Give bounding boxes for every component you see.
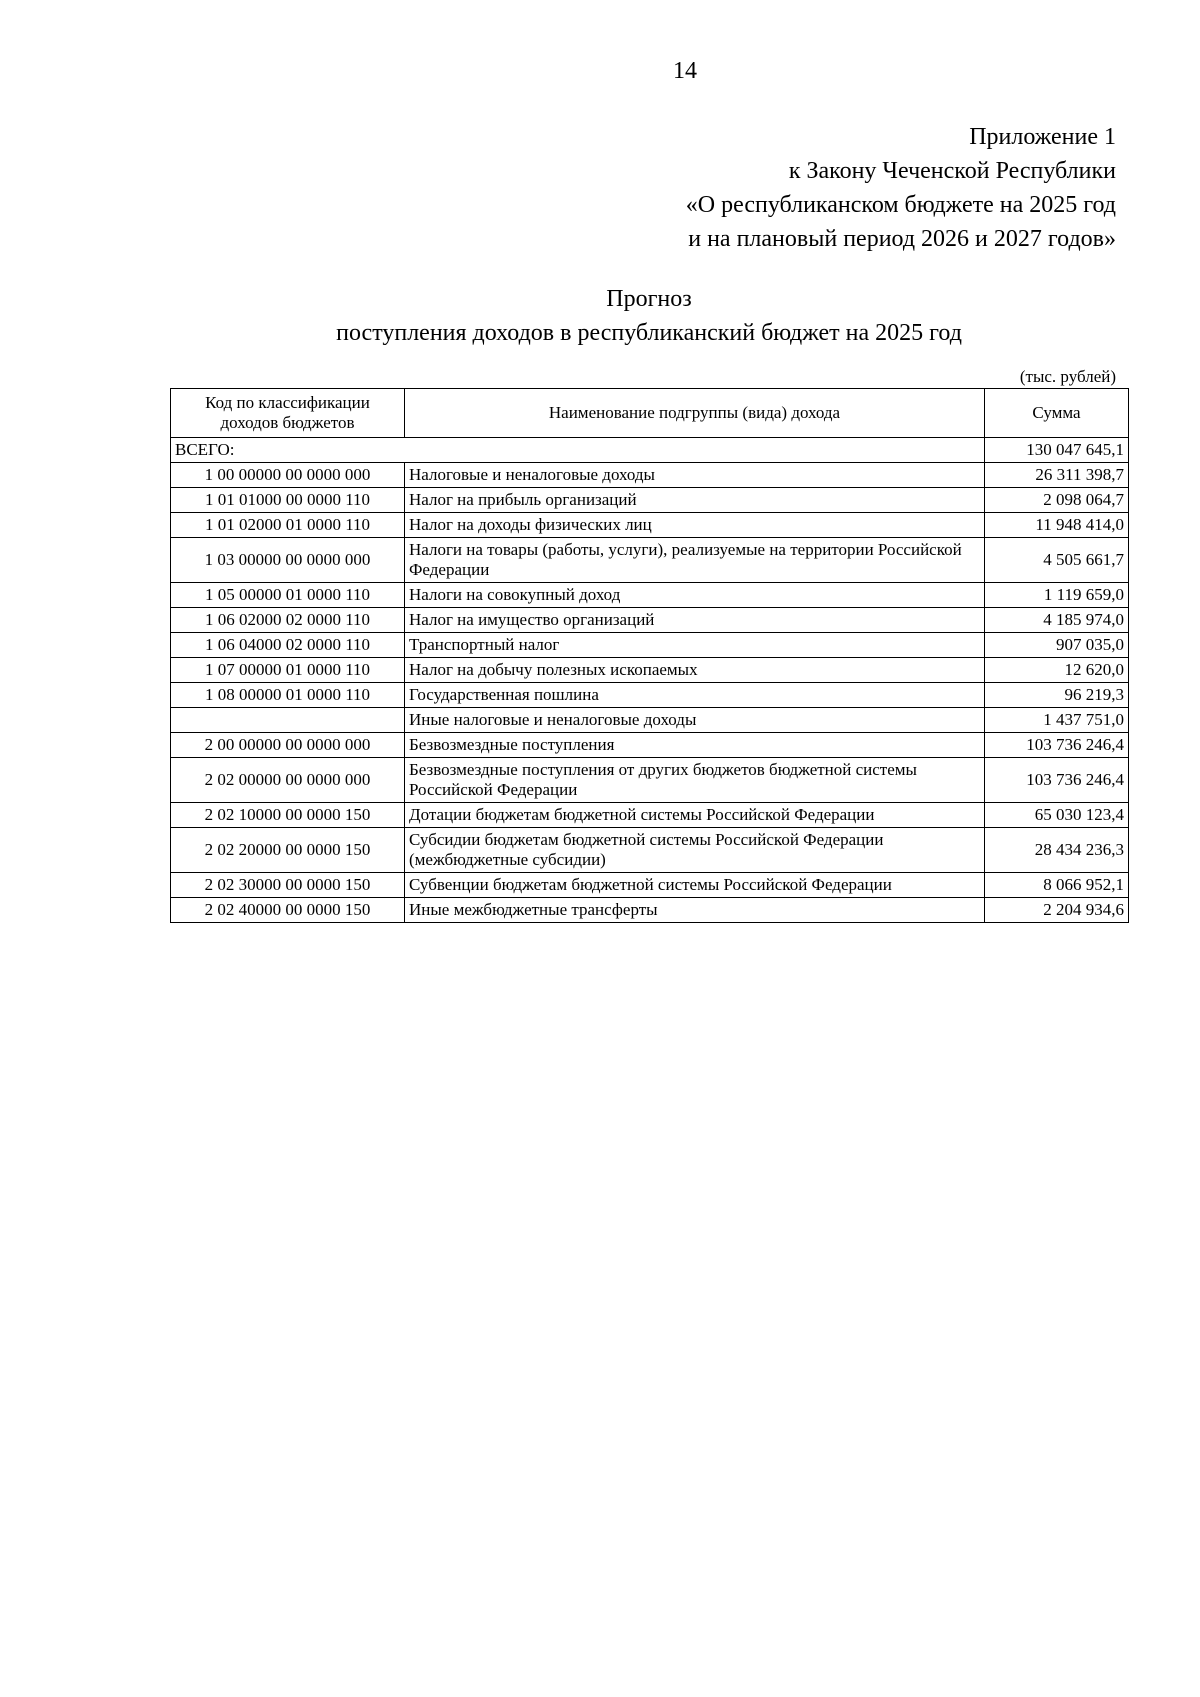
total-sum: 130 047 645,1 <box>985 438 1129 463</box>
units-label: (тыс. рублей) <box>1019 367 1116 386</box>
table-row <box>171 463 1129 488</box>
row-code: 2 02 00000 00 0000 000 <box>171 758 405 803</box>
header-sum: Сумма <box>985 389 1129 438</box>
row-code: 1 06 04000 02 0000 110 <box>171 633 405 658</box>
table-row <box>171 488 1129 513</box>
appendix-line-4: и на плановый период 2026 и 2027 годов» <box>688 226 1116 252</box>
row-sum: 2 204 934,6 <box>985 898 1129 923</box>
row-sum: 8 066 952,1 <box>985 873 1129 898</box>
table-body <box>171 438 1129 923</box>
title-line-2: поступления доходов в республиканский бюджет на 2025 год <box>336 320 962 346</box>
row-code: 1 07 00000 01 0000 110 <box>171 658 405 683</box>
row-name: Налоговые и неналоговые доходы <box>405 463 985 488</box>
row-code: 1 08 00000 01 0000 110 <box>171 683 405 708</box>
header-name: Наименование подгруппы (вида) дохода <box>405 389 985 438</box>
row-code: 1 00 00000 00 0000 000 <box>171 463 405 488</box>
row-name: Налог на добычу полезных ископаемых <box>405 658 985 683</box>
table-row <box>171 708 1129 733</box>
table-row <box>171 828 1129 873</box>
row-code: 2 02 20000 00 0000 150 <box>171 828 405 873</box>
row-name: Дотации бюджетам бюджетной системы Российской Федерации <box>405 803 985 828</box>
row-code: 2 00 00000 00 0000 000 <box>171 733 405 758</box>
row-sum: 103 736 246,4 <box>985 758 1129 803</box>
table-row <box>171 733 1129 758</box>
row-code: 1 01 02000 01 0000 110 <box>171 513 405 538</box>
row-code: 2 02 30000 00 0000 150 <box>171 873 405 898</box>
appendix-line-1: Приложение 1 <box>969 124 1116 150</box>
total-row <box>171 438 1129 463</box>
appendix-line-2: к Закону Чеченской Республики <box>788 158 1116 184</box>
table-row <box>171 538 1129 583</box>
row-sum: 11 948 414,0 <box>985 513 1129 538</box>
row-name: Налог на доходы физических лиц <box>405 513 985 538</box>
table-row <box>171 608 1129 633</box>
row-sum: 4 185 974,0 <box>985 608 1129 633</box>
row-name: Транспортный налог <box>405 633 985 658</box>
row-name: Субсидии бюджетам бюджетной системы Российской Федерации (межбюджетные субсидии) <box>405 828 985 873</box>
row-code: 1 01 01000 00 0000 110 <box>171 488 405 513</box>
row-sum: 1 437 751,0 <box>985 708 1129 733</box>
row-sum: 26 311 398,7 <box>985 463 1129 488</box>
row-sum: 4 505 661,7 <box>985 538 1129 583</box>
table-row <box>171 758 1129 803</box>
row-sum: 2 098 064,7 <box>985 488 1129 513</box>
row-sum: 907 035,0 <box>985 633 1129 658</box>
appendix-header <box>686 120 1116 256</box>
row-name: Государственная пошлина <box>405 683 985 708</box>
row-name: Безвозмездные поступления от других бюджетов бюджетной системы Российской Федерации <box>405 758 985 803</box>
row-sum: 28 434 236,3 <box>985 828 1129 873</box>
header-code: Код по классификации доходов бюджетов <box>171 389 405 438</box>
row-name: Налоги на товары (работы, услуги), реализуемые на территории Российской Федерации <box>405 538 985 583</box>
row-code: 2 02 40000 00 0000 150 <box>171 898 405 923</box>
table-row <box>171 633 1129 658</box>
row-sum: 1 119 659,0 <box>985 583 1129 608</box>
row-code <box>171 708 405 733</box>
row-sum: 12 620,0 <box>985 658 1129 683</box>
row-name: Налог на прибыль организаций <box>405 488 985 513</box>
title-line-1: Прогноз <box>606 286 692 312</box>
row-name: Налог на имущество организаций <box>405 608 985 633</box>
table-row <box>171 683 1129 708</box>
page-number: 14 <box>673 58 697 84</box>
row-name: Иные межбюджетные трансферты <box>405 898 985 923</box>
table-row <box>171 658 1129 683</box>
appendix-line-3: «О республиканском бюджете на 2025 год <box>685 192 1116 218</box>
table-header-row <box>171 389 1129 438</box>
table-row <box>171 803 1129 828</box>
row-sum: 65 030 123,4 <box>985 803 1129 828</box>
table-row <box>171 873 1129 898</box>
row-name: Иные налоговые и неналоговые доходы <box>405 708 985 733</box>
table-row <box>171 898 1129 923</box>
table-row <box>171 583 1129 608</box>
row-code: 2 02 10000 00 0000 150 <box>171 803 405 828</box>
row-name: Налоги на совокупный доход <box>405 583 985 608</box>
row-code: 1 05 00000 01 0000 110 <box>171 583 405 608</box>
row-name: Субвенции бюджетам бюджетной системы Российской Федерации <box>405 873 985 898</box>
revenue-table <box>170 388 1129 923</box>
row-code: 1 06 02000 02 0000 110 <box>171 608 405 633</box>
document-title <box>170 282 1128 350</box>
table-row <box>171 513 1129 538</box>
row-name: Безвозмездные поступления <box>405 733 985 758</box>
row-code: 1 03 00000 00 0000 000 <box>171 538 405 583</box>
row-sum: 103 736 246,4 <box>985 733 1129 758</box>
row-sum: 96 219,3 <box>985 683 1129 708</box>
total-label: ВСЕГО: <box>171 438 985 463</box>
